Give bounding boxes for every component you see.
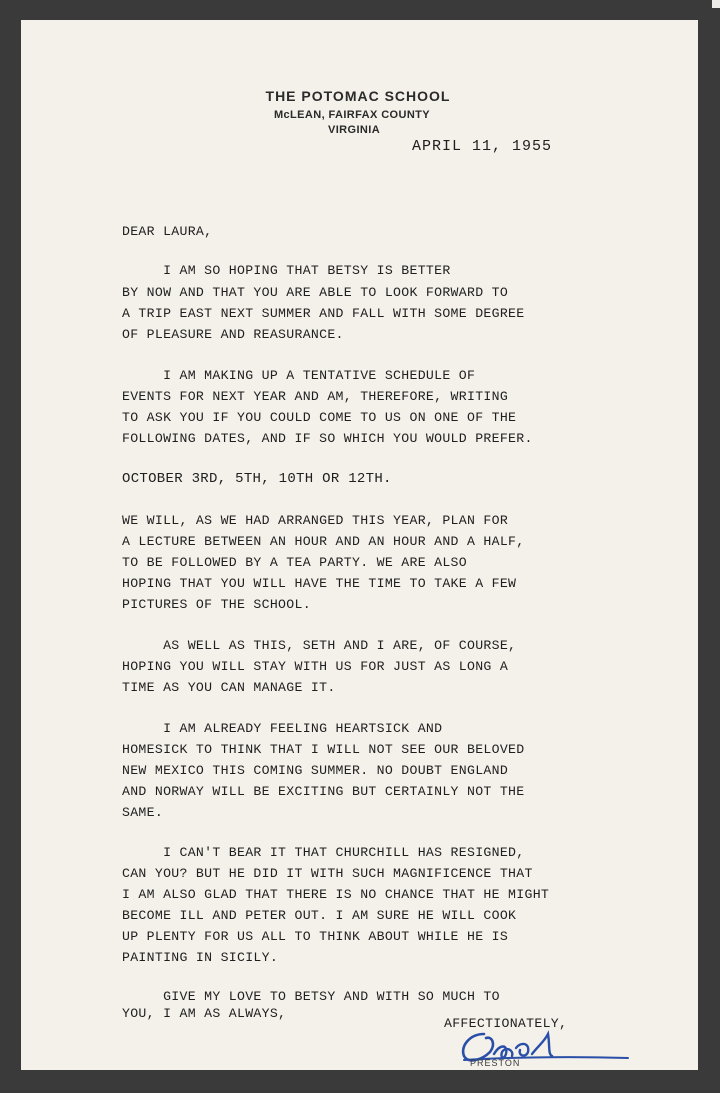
body-line: PICTURES OF THE SCHOOL.: [122, 597, 311, 612]
signature-name: PRESTON: [470, 1058, 521, 1068]
body-line: A LECTURE BETWEEN AN HOUR AND AN HOUR AND A HALF,: [122, 534, 525, 549]
letterhead-address: McLEAN, FAIRFAX COUNTY: [273, 109, 431, 121]
body-line: A TRIP EAST NEXT SUMMER AND FALL WITH SOME DEGREE: [122, 306, 525, 321]
letterhead-name: THE POTOMAC SCHOOL: [265, 88, 451, 104]
body-line: SAME.: [122, 805, 164, 820]
body-line: TO BE FOLLOWED BY A TEA PARTY. WE ARE ALSO: [122, 555, 467, 570]
body-line: HOPING THAT YOU WILL HAVE THE TIME TO TAKE A FEW: [122, 576, 517, 591]
body-line: FOLLOWING DATES, AND IF SO WHICH YOU WOULD PREFER.: [122, 431, 533, 446]
body-line: HOPING YOU WILL STAY WITH US FOR JUST AS LONG A: [122, 659, 509, 674]
body-line: HOMESICK TO THINK THAT I WILL NOT SEE OUR BELOVED: [122, 742, 525, 757]
body-line: AND NORWAY WILL BE EXCITING BUT CERTAINLY NOT THE: [122, 784, 525, 799]
body-line: TO ASK YOU IF YOU COULD COME TO US ON ONE OF THE: [122, 410, 517, 425]
body-line: TIME AS YOU CAN MANAGE IT.: [122, 680, 336, 695]
body-line: I CAN'T BEAR IT THAT CHURCHILL HAS RESIGNED,: [122, 845, 525, 860]
body-line: WE WILL, AS WE HAD ARRANGED THIS YEAR, PLAN FOR: [122, 513, 509, 528]
body-line: I AM ALREADY FEELING HEARTSICK AND: [122, 721, 443, 736]
body-line: YOU, I AM AS ALWAYS,: [122, 1006, 287, 1021]
body-line: BY NOW AND THAT YOU ARE ABLE TO LOOK FORWARD TO: [122, 285, 509, 300]
body-line: I AM MAKING UP A TENTATIVE SCHEDULE OF: [122, 368, 476, 383]
body-line: UP PLENTY FOR US ALL TO THINK ABOUT WHILE HE IS: [122, 929, 509, 944]
letterhead-state: VIRGINIA: [327, 124, 381, 136]
body-line: AS WELL AS THIS, SETH AND I ARE, OF COURSE,: [122, 638, 517, 653]
body-line: I AM SO HOPING THAT BETSY IS BETTER: [122, 263, 451, 278]
closing: AFFECTIONATELY,: [444, 1016, 568, 1031]
corner-mark: [712, 0, 720, 8]
salutation: DEAR LAURA,: [122, 224, 213, 239]
body-line: PAINTING IN SICILY.: [122, 950, 279, 965]
body-line: NEW MEXICO THIS COMING SUMMER. NO DOUBT ENGLAND: [122, 763, 509, 778]
body-line: OCTOBER 3RD, 5TH, 10TH OR 12TH.: [122, 471, 392, 487]
body-line: CAN YOU? BUT HE DID IT WITH SUCH MAGNIFICENCE THAT: [122, 866, 533, 881]
body-line: BECOME ILL AND PETER OUT. I AM SURE HE WILL COOK: [122, 908, 517, 923]
letter-date: APRIL 11, 1955: [412, 138, 553, 155]
body-line: I AM ALSO GLAD THAT THERE IS NO CHANCE THAT HE MIGHT: [122, 887, 550, 902]
body-line: OF PLEASURE AND REASURANCE.: [122, 327, 344, 342]
body-line: EVENTS FOR NEXT YEAR AND AM, THEREFORE, WRITING: [122, 389, 509, 404]
body-line: GIVE MY LOVE TO BETSY AND WITH SO MUCH TO: [122, 989, 500, 1004]
